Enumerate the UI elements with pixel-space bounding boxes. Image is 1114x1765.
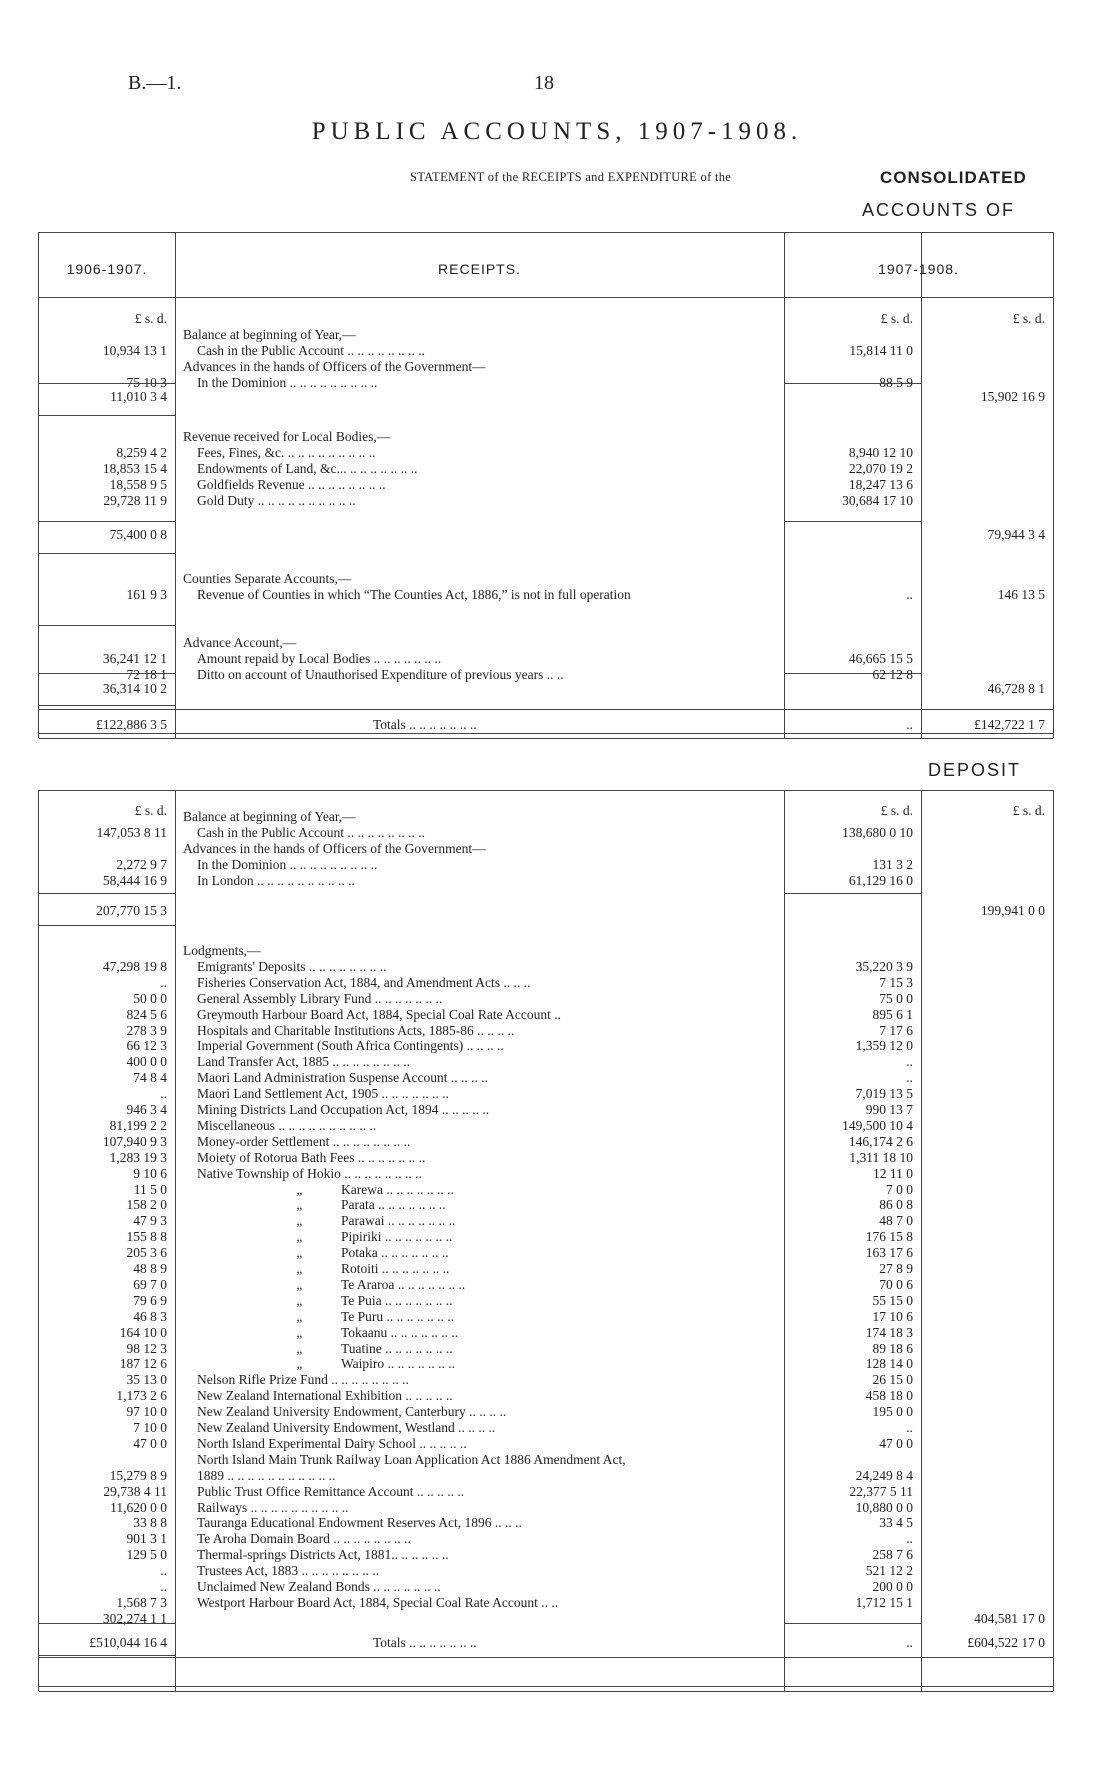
item-description: Advances in the hands of Officers of the Government—: [183, 359, 486, 374]
current-year-amount: 195 0 0: [872, 1404, 913, 1420]
prev-year-amount: 98 12 3: [126, 1340, 167, 1356]
table-row: [39, 975, 1053, 991]
item-description: Hospitals and Charitable Institutions Acts, 1885-86 .. .. .. ..: [197, 1022, 515, 1038]
prev-year-amount: 75 10 3: [126, 375, 167, 390]
prev-year-amount: 15,279 8 9: [109, 1467, 167, 1483]
deposit-heading: DEPOSIT: [928, 760, 1022, 780]
table-row: [39, 1150, 1053, 1166]
table-row: [39, 825, 1053, 841]
table-row: [39, 1325, 1053, 1341]
item-description: New Zealand University Endowment, Westland .. .. .. ..: [197, 1420, 496, 1435]
current-year-total: 146 13 5: [997, 587, 1045, 602]
table-row: [39, 1309, 1053, 1325]
prev-year-amount: £122,886 3 5: [96, 717, 167, 732]
current-year-amount: 61,129 16 0: [848, 873, 913, 888]
item-description: Westport Harbour Board Act, 1884, Special Coal Rate Account .. ..: [197, 1594, 559, 1610]
current-year-amount: 7 0 0: [886, 1181, 913, 1197]
prev-year-amount: 187 12 6: [119, 1356, 167, 1372]
current-year-amount: 1,311 18 10: [849, 1149, 913, 1165]
current-year-amount: 22,377 5 11: [849, 1483, 913, 1499]
table-row: [39, 1166, 1053, 1182]
table-row: [39, 1500, 1053, 1516]
prev-year-amount: 129 5 0: [126, 1547, 167, 1563]
page-title: PUBLIC ACCOUNTS, 1907-1908.: [311, 118, 803, 145]
table-row: [39, 1134, 1053, 1150]
prev-year-amount: 11,620 0 0: [110, 1499, 167, 1515]
column-header-1907-1908: 1907-1908.: [878, 261, 959, 277]
table-row: [39, 587, 1053, 603]
consolidated-heading: CONSOLIDATED: [880, 168, 1027, 187]
item-description: Mining Districts Land Occupation Act, 1894 .. .. .. .. ..: [197, 1102, 490, 1117]
item-description: [183, 1325, 855, 1341]
item-description-text: Te Puia .. .. .. .. .. .. ..: [341, 1292, 453, 1308]
ditto-mark: „: [296, 1276, 304, 1292]
item-description: Moiety of Rotorua Bath Fees .. .. .. .. .. .. ..: [197, 1149, 426, 1165]
table-row: [39, 1102, 1053, 1118]
item-description: Maori Land Administration Suspense Account .. .. .. ..: [197, 1070, 488, 1086]
current-year-amount: 138,680 0 10: [842, 825, 913, 840]
item-description: New Zealand International Exhibition .. .. .. .. ..: [197, 1388, 453, 1404]
item-description: In the Dominion .. .. .. .. .. .. .. .. ..: [197, 375, 378, 390]
table-row: [39, 1468, 1053, 1484]
item-description-text: Karewa .. .. .. .. .. .. ..: [341, 1181, 454, 1197]
table-row: [39, 1341, 1053, 1357]
current-year-amount: 1,359 12 0: [855, 1038, 913, 1054]
item-description-text: Potaka .. .. .. .. .. .. ..: [341, 1245, 449, 1261]
current-year-amount: 128 14 0: [865, 1356, 913, 1372]
prev-year-amount: 29,728 11 9: [103, 493, 167, 508]
current-year-amount: 26 15 0: [872, 1372, 913, 1388]
prev-year-amount: 2,272 9 7: [116, 857, 167, 872]
current-year-amount: 895 6 1: [872, 1006, 913, 1022]
prev-year-amount: 81,199 2 2: [109, 1117, 167, 1133]
item-description: Native Township of Hokio .. .. .. .. .. .. .. ..: [197, 1165, 422, 1181]
current-year-amount: 7 15 3: [879, 974, 913, 990]
current-year-amount: 1,712 15 1: [855, 1594, 913, 1610]
item-description: Amount repaid by Local Bodies .. .. .. .. .. .. ..: [197, 651, 442, 666]
current-year-amount: 27 8 9: [879, 1261, 913, 1276]
column-header-receipts: RECEIPTS.: [438, 261, 521, 277]
item-description: Land Transfer Act, 1885 .. .. .. .. .. .. .. ..: [197, 1054, 410, 1070]
current-year-amount: 990 13 7: [865, 1102, 913, 1117]
item-description: Revenue received for Local Bodies,—: [183, 429, 391, 444]
table-row: [39, 1579, 1053, 1595]
table-row: [39, 445, 1053, 461]
table-row: [39, 841, 1053, 857]
item-description: Greymouth Harbour Board Act, 1884, Special Coal Rate Account ..: [197, 1006, 562, 1022]
prev-year-amount: 107,940 9 3: [102, 1133, 167, 1149]
current-year-amount: 174 18 3: [865, 1324, 913, 1340]
table-row: [39, 717, 1053, 733]
prev-year-amount: 18,853 15 4: [102, 461, 167, 476]
item-description: [183, 1182, 855, 1198]
page-number: 18: [534, 72, 554, 94]
prev-year-amount: ..: [160, 1563, 167, 1579]
item-description: Tauranga Educational Endowment Reserves Act, 1896 .. .. ..: [197, 1515, 522, 1531]
table-row: [39, 493, 1053, 509]
current-year-amount: 18,247 13 6: [848, 477, 913, 492]
prev-year-amount: 11 5 0: [133, 1181, 167, 1197]
prev-year-amount: ..: [160, 1579, 167, 1594]
table-row: [39, 571, 1053, 587]
current-year-total: 79,944 3 4: [987, 527, 1045, 542]
ditto-mark: „: [296, 1213, 304, 1229]
table-row: [39, 857, 1053, 873]
prev-year-amount: 7 10 0: [133, 1420, 167, 1435]
item-description: Unclaimed New Zealand Bonds .. .. .. .. .. .. ..: [197, 1579, 441, 1594]
current-year-amount: 33 4 5: [879, 1515, 913, 1531]
current-year-amount: 30,684 17 10: [842, 493, 913, 508]
item-description: Gold Duty .. .. .. .. .. .. .. .. .. ..: [197, 493, 356, 508]
item-description-text: Pipiriki .. .. .. .. .. .. ..: [341, 1229, 453, 1245]
table-row: [39, 1515, 1053, 1531]
prev-year-amount: ..: [160, 974, 167, 990]
prev-year-amount: 164 10 0: [119, 1324, 167, 1340]
table-row: [39, 477, 1053, 493]
item-description: General Assembly Library Fund .. .. .. .. .. .. ..: [197, 990, 443, 1006]
current-year-amount: 521 12 2: [865, 1563, 913, 1579]
prev-year-amount: 72 18 1: [126, 667, 167, 682]
table-row: [39, 1197, 1053, 1213]
table-row: [39, 1547, 1053, 1563]
item-description: Totals .. .. .. .. .. .. ..: [373, 1635, 477, 1650]
current-year-amount: 258 7 6: [872, 1547, 913, 1563]
statement-subtitle: STATEMENT of the RECEIPTS and EXPENDITURE of the: [410, 170, 732, 184]
item-description: Thermal-springs Districts Act, 1881.. .. .. .. .. ..: [197, 1547, 449, 1563]
item-description: Revenue of Counties in which “The Counties Act, 1886,” is not in full operation: [197, 587, 631, 602]
table-row: [39, 1388, 1053, 1404]
item-description: [183, 1245, 855, 1261]
item-description: Advance Account,—: [183, 635, 297, 650]
item-description: Goldfields Revenue .. .. .. .. .. .. .. ..: [197, 477, 386, 492]
item-description: Counties Separate Accounts,—: [183, 571, 352, 586]
table-row: [39, 1007, 1053, 1023]
current-year-total: 199,941 0 0: [980, 903, 1045, 918]
ditto-mark: „: [296, 1292, 304, 1308]
item-description: [183, 1229, 855, 1245]
prev-year-amount: 46 8 3: [133, 1308, 167, 1324]
item-description-text: Te Araroa .. .. .. .. .. .. ..: [341, 1276, 466, 1292]
prev-year-amount: 158 2 0: [126, 1197, 167, 1213]
table-row: [39, 1070, 1053, 1086]
current-year-amount: 75 0 0: [879, 990, 913, 1006]
current-year-total: 404,581 17 0: [974, 1610, 1045, 1626]
current-year-amount: ..: [906, 1531, 913, 1547]
current-year-amount: 7 17 6: [879, 1022, 913, 1038]
table-row: [39, 343, 1053, 359]
table-row: [39, 429, 1053, 445]
currency-units-row: £ s. d. £ s. d. £ s. d.: [134, 311, 1045, 326]
table-row: [39, 1277, 1053, 1293]
item-description: Emigrants' Deposits .. .. .. .. .. .. .. ..: [197, 958, 387, 974]
prev-year-amount: 400 0 0: [126, 1054, 167, 1070]
table-row: [39, 1023, 1053, 1039]
current-year-amount: 458 18 0: [865, 1388, 913, 1404]
consolidated-receipts-table: [38, 232, 1054, 738]
prev-year-amount: 161 9 3: [126, 587, 167, 602]
table-row: [39, 1182, 1053, 1198]
table-row: [39, 1356, 1053, 1372]
current-year-amount: 55 15 0: [872, 1292, 913, 1308]
item-description-text: Waipiro .. .. .. .. .. .. ..: [341, 1356, 456, 1372]
item-description: Nelson Rifle Prize Fund .. .. .. .. .. .. .. ..: [197, 1372, 409, 1388]
table-row: [39, 1261, 1053, 1277]
current-year-amount: 149,500 10 4: [842, 1117, 913, 1133]
prev-year-amount: 147,053 8 11: [96, 825, 167, 840]
item-description: [183, 1341, 855, 1357]
prev-year-amount: 9 10 6: [133, 1165, 167, 1181]
ditto-mark: „: [296, 1245, 304, 1261]
current-year-amount: 15,814 11 0: [849, 343, 913, 358]
column-header-1906-1907: 1906-1907.: [66, 261, 148, 277]
current-year-amount: ..: [906, 717, 913, 732]
ditto-mark: „: [296, 1197, 304, 1213]
item-description: [183, 1277, 855, 1293]
item-description: 1889 .. .. .. .. .. .. .. .. .. .. ..: [197, 1467, 336, 1483]
current-year-amount: 176 15 8: [865, 1229, 913, 1245]
ditto-mark: „: [296, 1340, 304, 1356]
current-year-amount: 62 12 8: [872, 667, 913, 682]
current-year-amount: 46,665 15 5: [848, 651, 913, 666]
current-year-amount: 70 0 6: [879, 1276, 913, 1292]
table-row: [39, 1118, 1053, 1134]
prev-year-amount: 33 8 8: [133, 1515, 167, 1531]
current-year-amount: 86 0 8: [879, 1197, 913, 1213]
item-description-text: Parata .. .. .. .. .. .. ..: [341, 1197, 446, 1213]
table-row: [39, 1484, 1053, 1500]
prev-year-amount: 155 8 8: [126, 1229, 167, 1245]
table-row: [39, 1563, 1053, 1579]
current-year-amount: 10,880 0 0: [855, 1499, 913, 1515]
table-row: [39, 1245, 1053, 1261]
prev-year-amount: 8,259 4 2: [116, 445, 167, 460]
currency-units-row: £ s. d. £ s. d. £ s. d.: [134, 803, 1045, 818]
prev-year-amount: 824 5 6: [126, 1006, 167, 1022]
item-description-text: Te Puru .. .. .. .. .. .. ..: [341, 1308, 455, 1324]
prev-year-amount: 69 7 0: [133, 1276, 167, 1292]
current-year-amount: 7,019 13 5: [855, 1086, 913, 1102]
prev-year-amount: 1,173 2 6: [116, 1388, 167, 1404]
current-year-amount: 48 7 0: [879, 1213, 913, 1229]
prev-year-amount: 1,283 19 3: [109, 1149, 167, 1165]
item-description: Lodgments,—: [183, 943, 261, 958]
prev-year-amount: 79 6 9: [133, 1292, 167, 1308]
table-row: [39, 651, 1053, 667]
table-row: [39, 527, 1053, 543]
prev-year-amount: 11,010 3 4: [110, 389, 167, 404]
current-year-amount: 163 17 6: [865, 1245, 913, 1261]
item-description: Te Aroha Domain Board .. .. .. .. .. .. .. ..: [197, 1531, 411, 1547]
item-description: In London .. .. .. .. .. .. .. .. .. ..: [197, 873, 355, 888]
prev-year-amount: 36,241 12 1: [102, 651, 167, 666]
item-description: Endowments of Land, &c... .. .. .. .. .. .. ..: [197, 461, 418, 476]
prev-year-amount: 278 3 9: [126, 1022, 167, 1038]
current-year-amount: ..: [906, 1635, 913, 1650]
current-year-amount: 89 18 6: [872, 1340, 913, 1356]
item-description-text: Rotoiti .. .. .. .. .. .. ..: [341, 1261, 450, 1276]
prev-year-amount: 47 0 0: [133, 1435, 167, 1451]
current-year-amount: ..: [906, 1070, 913, 1086]
table-row: [39, 1054, 1053, 1070]
current-year-amount: ..: [906, 1054, 913, 1070]
current-year-total: £142,722 1 7: [974, 717, 1045, 732]
prev-year-amount: 10,934 13 1: [102, 343, 167, 358]
current-year-amount: 35,220 3 9: [855, 958, 913, 974]
item-description: Imperial Government (South Africa Contingents) .. .. .. ..: [197, 1038, 504, 1054]
item-description: Cash in the Public Account .. .. .. .. .. .. .. ..: [197, 343, 425, 358]
prev-year-amount: 47,298 19 8: [102, 958, 167, 974]
table-row: [39, 1086, 1053, 1102]
current-year-total: £604,522 17 0: [967, 1635, 1045, 1650]
prev-year-amount: £510,044 16 4: [89, 1635, 167, 1650]
prev-year-amount: 50 0 0: [133, 990, 167, 1006]
table-row: [39, 389, 1053, 405]
item-description: [183, 1213, 855, 1229]
item-description: Fees, Fines, &c. .. .. .. .. .. .. .. .. ..: [197, 445, 376, 460]
item-description-text: Tokaanu .. .. .. .. .. .. ..: [341, 1324, 459, 1340]
table-row: [39, 1293, 1053, 1309]
current-year-total: 46,728 8 1: [987, 681, 1045, 696]
table-row: [39, 461, 1053, 477]
table-row: [39, 681, 1053, 697]
current-year-amount: 24,249 8 4: [855, 1467, 913, 1483]
prev-year-amount: 47 9 3: [133, 1213, 167, 1229]
prev-year-amount: 901 3 1: [126, 1531, 167, 1547]
prev-year-amount: 205 3 6: [126, 1245, 167, 1261]
table-row: [39, 359, 1053, 375]
prev-year-amount: 58,444 16 9: [102, 873, 167, 888]
table-row: [39, 1038, 1053, 1054]
item-description: North Island Experimental Dairy School .. .. .. .. ..: [197, 1435, 467, 1451]
current-year-amount: 17 10 6: [872, 1308, 913, 1324]
prev-year-amount: 74 8 4: [133, 1070, 167, 1086]
table-row: [39, 1404, 1053, 1420]
item-description: Balance at beginning of Year,—: [183, 327, 356, 342]
deposit-table: [38, 790, 1054, 1691]
item-description: Advances in the hands of Officers of the Government—: [183, 841, 486, 856]
table-row: [39, 1595, 1053, 1611]
table-row: [39, 959, 1053, 975]
ditto-mark: „: [296, 1308, 304, 1324]
prev-year-amount: 66 12 3: [126, 1038, 167, 1054]
prev-year-amount: 48 8 9: [133, 1261, 167, 1276]
item-description: Ditto on account of Unauthorised Expenditure of previous years .. ..: [197, 667, 564, 682]
prev-year-amount: 75,400 0 8: [109, 527, 167, 542]
prev-year-amount: 207,770 15 3: [96, 903, 167, 918]
table-row: [39, 873, 1053, 889]
table-row: [39, 1436, 1053, 1452]
item-description: [183, 1356, 855, 1372]
item-description: Fisheries Conservation Act, 1884, and Amendment Acts .. .. ..: [197, 974, 531, 990]
table-row: [39, 943, 1053, 959]
prev-year-amount: 35 13 0: [126, 1372, 167, 1388]
ditto-mark: „: [296, 1261, 304, 1276]
item-description-text: Tuatine .. .. .. .. .. .. ..: [341, 1340, 453, 1356]
item-description: [183, 1309, 855, 1325]
prev-year-amount: 36,314 10 2: [102, 681, 167, 696]
prev-year-amount: 946 3 4: [126, 1102, 167, 1117]
current-year-amount: 146,174 2 6: [848, 1133, 913, 1149]
table-row: [39, 635, 1053, 651]
current-year-amount: ..: [906, 587, 913, 602]
table-row: [39, 1635, 1053, 1651]
table-row: [39, 903, 1053, 919]
table-row: [39, 327, 1053, 343]
item-description: Railways .. .. .. .. .. .. .. .. .. ..: [197, 1499, 349, 1515]
current-year-amount: 8,940 12 10: [848, 445, 913, 460]
table-row: [39, 1229, 1053, 1245]
current-year-amount: 200 0 0: [872, 1579, 913, 1594]
current-year-amount: 22,070 19 2: [848, 461, 913, 476]
ditto-mark: „: [296, 1324, 304, 1340]
ditto-mark: „: [296, 1229, 304, 1245]
table-row: [39, 1611, 1053, 1627]
table-row: [39, 809, 1053, 825]
ditto-mark: „: [296, 1356, 304, 1372]
table-row: [39, 991, 1053, 1007]
item-description: [183, 1293, 855, 1309]
ditto-mark: „: [296, 1181, 304, 1197]
current-year-amount: 88 5 9: [879, 375, 913, 390]
item-description-text: Parawai .. .. .. .. .. .. ..: [341, 1213, 456, 1229]
item-description: Public Trust Office Remittance Account .. .. .. .. ..: [197, 1483, 465, 1499]
item-description: Money-order Settlement .. .. .. .. .. .. .. ..: [197, 1133, 411, 1149]
item-description: Totals .. .. .. .. .. .. ..: [373, 717, 477, 732]
document-reference: B.—1.: [128, 72, 182, 94]
prev-year-amount: 302,274 1 1: [102, 1610, 167, 1626]
prev-year-amount: 18,558 9 5: [109, 477, 167, 492]
item-description: In the Dominion .. .. .. .. .. .. .. .. ..: [197, 857, 378, 872]
item-description: [183, 1261, 855, 1277]
current-year-amount: 131 3 2: [872, 857, 913, 872]
item-description: North Island Main Trunk Railway Loan Application Act 1886 Amendment Act,: [197, 1451, 626, 1467]
prev-year-amount: 29,738 4 11: [103, 1483, 167, 1499]
table-row: [39, 1420, 1053, 1436]
prev-year-amount: 97 10 0: [126, 1404, 167, 1420]
current-year-amount: ..: [906, 1420, 913, 1435]
current-year-amount: 12 11 0: [873, 1165, 913, 1181]
accounts-of-heading: ACCOUNTS OF: [862, 200, 1016, 220]
item-description: Miscellaneous .. .. .. .. .. .. .. .. .. ..: [197, 1117, 377, 1133]
current-year-total: 15,902 16 9: [980, 389, 1045, 404]
current-year-amount: 47 0 0: [879, 1435, 913, 1451]
item-description: Balance at beginning of Year,—: [183, 809, 356, 824]
table-row: [39, 1452, 1053, 1468]
item-description: Cash in the Public Account .. .. .. .. .. .. .. ..: [197, 825, 425, 840]
item-description: New Zealand University Endowment, Canterbury .. .. .. ..: [197, 1404, 507, 1420]
prev-year-amount: 1,568 7 3: [116, 1594, 167, 1610]
item-description: Maori Land Settlement Act, 1905 .. .. .. .. .. .. ..: [197, 1086, 449, 1102]
table-row: [39, 1213, 1053, 1229]
item-description: Trustees Act, 1883 .. .. .. .. .. .. .. ..: [197, 1563, 380, 1579]
table-row: [39, 1531, 1053, 1547]
item-description: [183, 1197, 855, 1213]
prev-year-amount: ..: [160, 1086, 167, 1102]
table-row: [39, 1372, 1053, 1388]
